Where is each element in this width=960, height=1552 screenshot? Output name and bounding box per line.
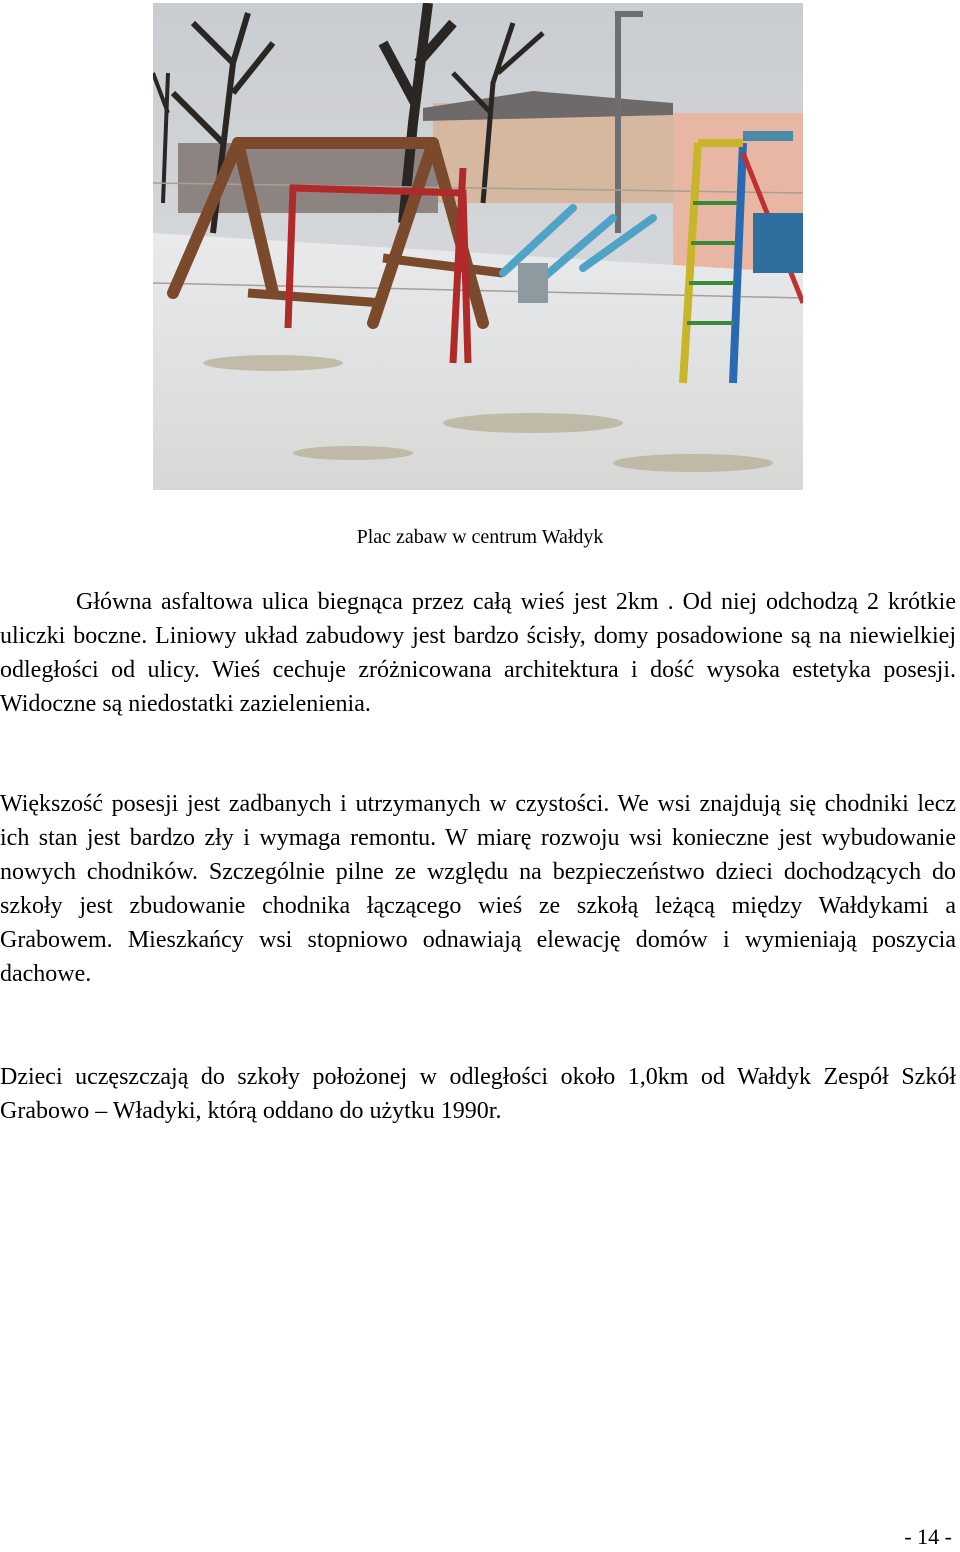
photo-caption: Plac zabaw w centrum Wałdyk	[356, 526, 604, 548]
page-number: - 14 -	[904, 1524, 952, 1549]
paragraph-street-layout: Główna asfaltowa ulica biegnąca przez całą wieś jest 2km . Od niej odchodzą 2 krótkie uliczki boczne. Liniowy układ zabudowy jest bardzo ścisły, domy posadowione są na niewielkiej odległości od ulicy. Wieś cechuje zróżnicowana architektura i dość wysoka estetyka posesji. Widoczne są niedostatki zazielenienia.	[0, 589, 956, 717]
playground-photo-icon	[153, 3, 803, 490]
paragraph-sidewalks: Większość posesji jest zadbanych i utrzymanych w czystości. We wsi znajdują się chodniki lecz ich stan jest bardzo zły i wymaga remontu. W miarę rozwoju wsi konieczne jest wybudowanie nowych chodników. Szczególnie pilne ze względu na bezpieczeństwo dzieci dochodzących do szkoły jest zbudowanie chodnika łączącego wieś ze szkołą leżącą między Wałdykami a Grabowem. Mieszkańcy wsi stopniowo odnawiają elewację domów i wymieniają poszycia dachowe.	[0, 791, 956, 987]
playground-photo	[153, 3, 803, 490]
paragraph-school: Dzieci uczęszczają do szkoły położonej w odległości około 1,0km od Wałdyk Zespół Szkół Grabowo – Władyki, którą oddano do użytku 1990r.	[0, 1064, 956, 1124]
